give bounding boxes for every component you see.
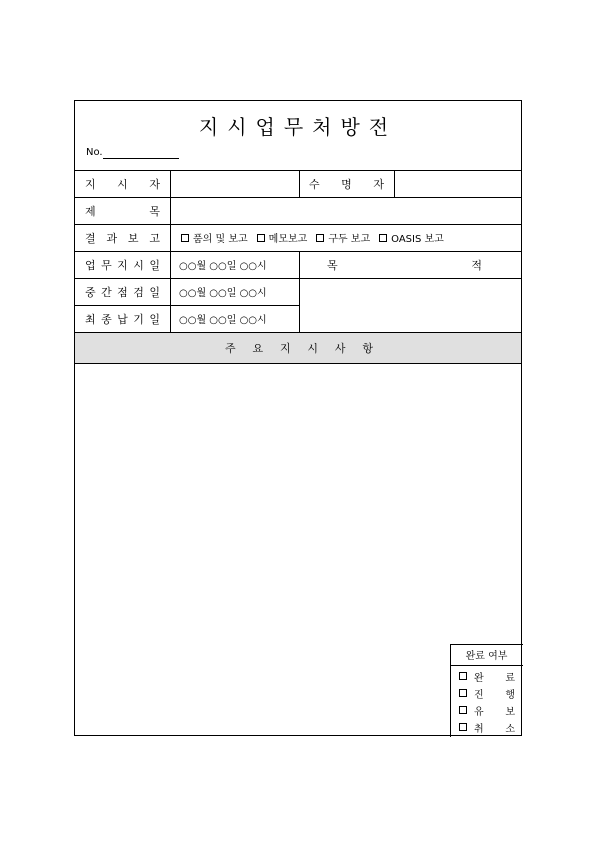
- instructor-field[interactable]: [171, 171, 298, 197]
- divider: [450, 665, 523, 666]
- status-option-on-hold[interactable]: 유 보: [459, 702, 515, 718]
- report-option-formal[interactable]: 품의 및 보고: [181, 230, 248, 245]
- subject-field[interactable]: [171, 198, 521, 224]
- final-due-date-field[interactable]: ○○월 ○○일 ○○시: [179, 315, 267, 326]
- report-options: [181, 224, 453, 251]
- receiver-label: 수 명 자: [309, 177, 384, 191]
- status-option-cancelled[interactable]: 취 소: [459, 719, 515, 735]
- status-option-complete[interactable]: 완 료: [459, 668, 515, 684]
- checkbox[interactable]: [459, 672, 467, 680]
- instructor-label: 지 시 자: [85, 177, 160, 191]
- subject-label: 제 목: [85, 204, 160, 218]
- checkbox[interactable]: [257, 234, 265, 242]
- mid-check-date-field[interactable]: ○○월 ○○일 ○○시: [179, 288, 267, 299]
- checkbox[interactable]: [459, 706, 467, 714]
- main-section-title: 주 요 지 시 사 항: [225, 341, 373, 355]
- purpose-field[interactable]: [300, 279, 522, 331]
- form-title: 지시업무처방전: [198, 115, 398, 139]
- divider: [299, 170, 300, 197]
- document-number-label: No.: [86, 147, 103, 158]
- instruct-date-field[interactable]: ○○월 ○○일 ○○시: [179, 261, 267, 272]
- checkbox[interactable]: [181, 234, 189, 242]
- checkbox[interactable]: [316, 234, 324, 242]
- directive-form: [74, 100, 522, 736]
- completion-status-box: [450, 644, 523, 737]
- receiver-field[interactable]: [395, 171, 522, 197]
- completion-status-title: 완료 여부: [465, 651, 508, 662]
- mid-check-date-label: 중 간 점 검 일: [85, 285, 160, 299]
- final-due-date-label: 최 종 납 기 일: [85, 312, 160, 326]
- instruct-date-label: 업 무 지 시 일: [85, 258, 160, 272]
- checkbox[interactable]: [459, 689, 467, 697]
- status-option-in-progress[interactable]: 진 행: [459, 685, 515, 701]
- main-instructions-area[interactable]: [75, 364, 449, 736]
- checkbox[interactable]: [379, 234, 387, 242]
- checkbox[interactable]: [459, 723, 467, 731]
- report-option-verbal[interactable]: 구두 보고: [316, 230, 370, 245]
- report-option-memo[interactable]: 메모보고: [257, 230, 308, 245]
- report-option-oasis[interactable]: OASIS 보고: [379, 230, 444, 245]
- document-number-field[interactable]: [103, 158, 179, 159]
- purpose-label: 목 적: [327, 258, 482, 272]
- report-label: 결 과 보 고: [85, 231, 160, 245]
